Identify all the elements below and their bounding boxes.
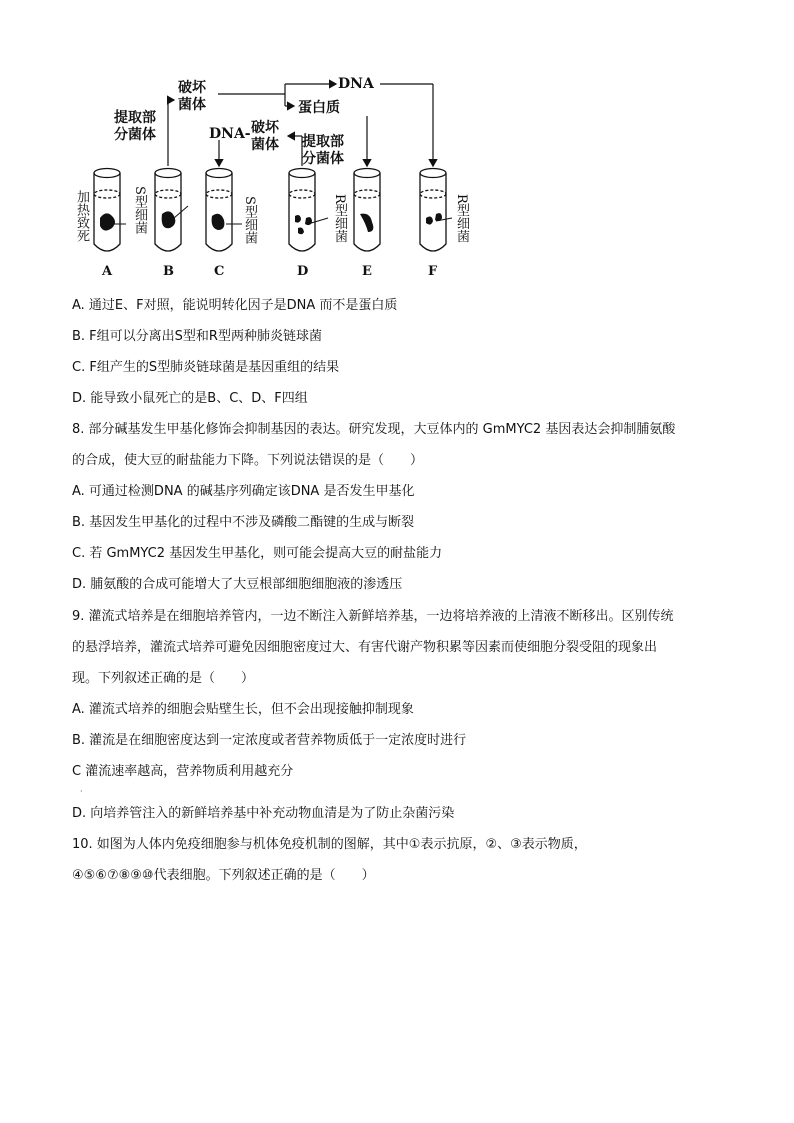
label-destroy-capsule-mid: 破坏 菌体	[251, 120, 279, 153]
label-r-cell-f: R型细菌	[454, 194, 469, 243]
q9-option-c: C 灌流速率越高，营养物质利用越充分	[72, 764, 294, 779]
q8-option-b: B. 基因发生甲基化的过程中不涉及磷酸二酯键的生成与断裂	[72, 515, 415, 530]
q9-stem-line3: 现。下列叙述正确的是（ ）	[72, 671, 255, 686]
label-s-cell-c: S型细菌	[242, 196, 257, 244]
q8-option-d: D. 脯氨酸的合成可能增大了大豆根部细胞细胞液的渗透压	[72, 577, 403, 592]
cell-blob-b	[162, 211, 176, 228]
label-extract-part-mid: 提取部 分菌体	[302, 134, 344, 167]
q8-option-c: C. 若 GmMYC2 基因发生甲基化，则可能会提高大豆的耐盐能力	[72, 546, 443, 561]
q10-stem-line1: 10. 如图为人体内免疫细胞参与机体免疫机制的图解，其中①表示抗原，②、③表示物质，	[72, 837, 587, 852]
label-dna-top: DNA	[338, 76, 374, 92]
tube-b	[155, 169, 181, 252]
q9-option-b: B. 灌流是在细胞密度达到一定浓度或者营养物质低于一定浓度时进行	[72, 733, 467, 748]
cell-blob-f1	[426, 217, 433, 225]
cell-blob-c	[212, 214, 225, 230]
label-extract-part-top: 提取部 分菌体	[114, 110, 156, 143]
q9-stem-line1: 9. 灌流式培养是在细胞培养管内，一边不断注入新鲜培养基，一边将培养液的上清液不断移出。区别传统	[72, 609, 674, 624]
q9-option-a: A. 灌流式培养的细胞会贴壁生长，但不会出现接触抑制现象	[72, 702, 414, 717]
tube-f	[420, 169, 446, 252]
tubes-diagram	[70, 66, 490, 288]
cell-blob-d3	[298, 228, 304, 235]
q8-stem-line2: 的合成，使大豆的耐盐能力下降。下列说法错误的是（ ）	[72, 453, 424, 468]
q8-stem-line1: 8. 部分碱基发生甲基化修饰会抑制基因的表达。研究发现，大豆体内的 GmMYC2 基因表达会抑制脯氨酸	[72, 422, 676, 437]
tube-label-b: B	[163, 264, 174, 279]
stray-mark: ·	[80, 787, 83, 796]
label-protein: 蛋白质	[298, 100, 340, 116]
tube-label-d: D	[297, 264, 309, 279]
tube-label-e: E	[362, 264, 372, 279]
experiment-figure	[70, 66, 490, 288]
q10-stem-line2: ④⑤⑥⑦⑧⑨⑩代表细胞。下列叙述正确的是（ ）	[72, 868, 375, 883]
tube-c	[206, 169, 232, 252]
q9-option-d: D. 向培养管注入的新鲜培养基中补充动物血清是为了防止杂菌污染	[72, 806, 455, 821]
q7-option-a: A. 通过E、F对照，能说明转化因子是DNA 而不是蛋白质	[72, 298, 398, 313]
label-r-cell-d: R型细菌	[332, 194, 347, 243]
tube-a	[94, 169, 120, 252]
tube-label-a: A	[102, 264, 113, 279]
tube-label-f: F	[428, 264, 438, 279]
q8-option-a: A. 可通过检测DNA 的碱基序列确定该DNA 是否发生甲基化	[72, 484, 415, 499]
q7-option-c: C. F组产生的S型肺炎链球菌是基因重组的结果	[72, 360, 340, 375]
cell-blob-d1	[295, 215, 301, 223]
label-heat-kill: 加热致死	[74, 190, 89, 242]
tube-d	[289, 169, 315, 252]
label-s-cell-b: S型细菌	[132, 186, 147, 234]
label-dna-prefix: DNA-	[209, 126, 251, 142]
label-destroy-capsule-top: 破坏 菌体	[178, 80, 206, 113]
q9-stem-line2: 的悬浮培养，灌流式培养可避免因细胞密度过大、有害代谢产物积累等因素而使细胞分裂受阻的现象出	[72, 640, 658, 655]
cell-blob-e	[360, 214, 373, 232]
q7-option-b: B. F组可以分离出S型和R型两种肺炎链球菌	[72, 329, 322, 344]
tube-e	[354, 169, 380, 252]
q7-option-d: D. 能导致小鼠死亡的是B、C、D、F四组	[72, 391, 308, 406]
cell-blob-a	[100, 213, 115, 230]
tube-label-c: C	[214, 264, 225, 279]
